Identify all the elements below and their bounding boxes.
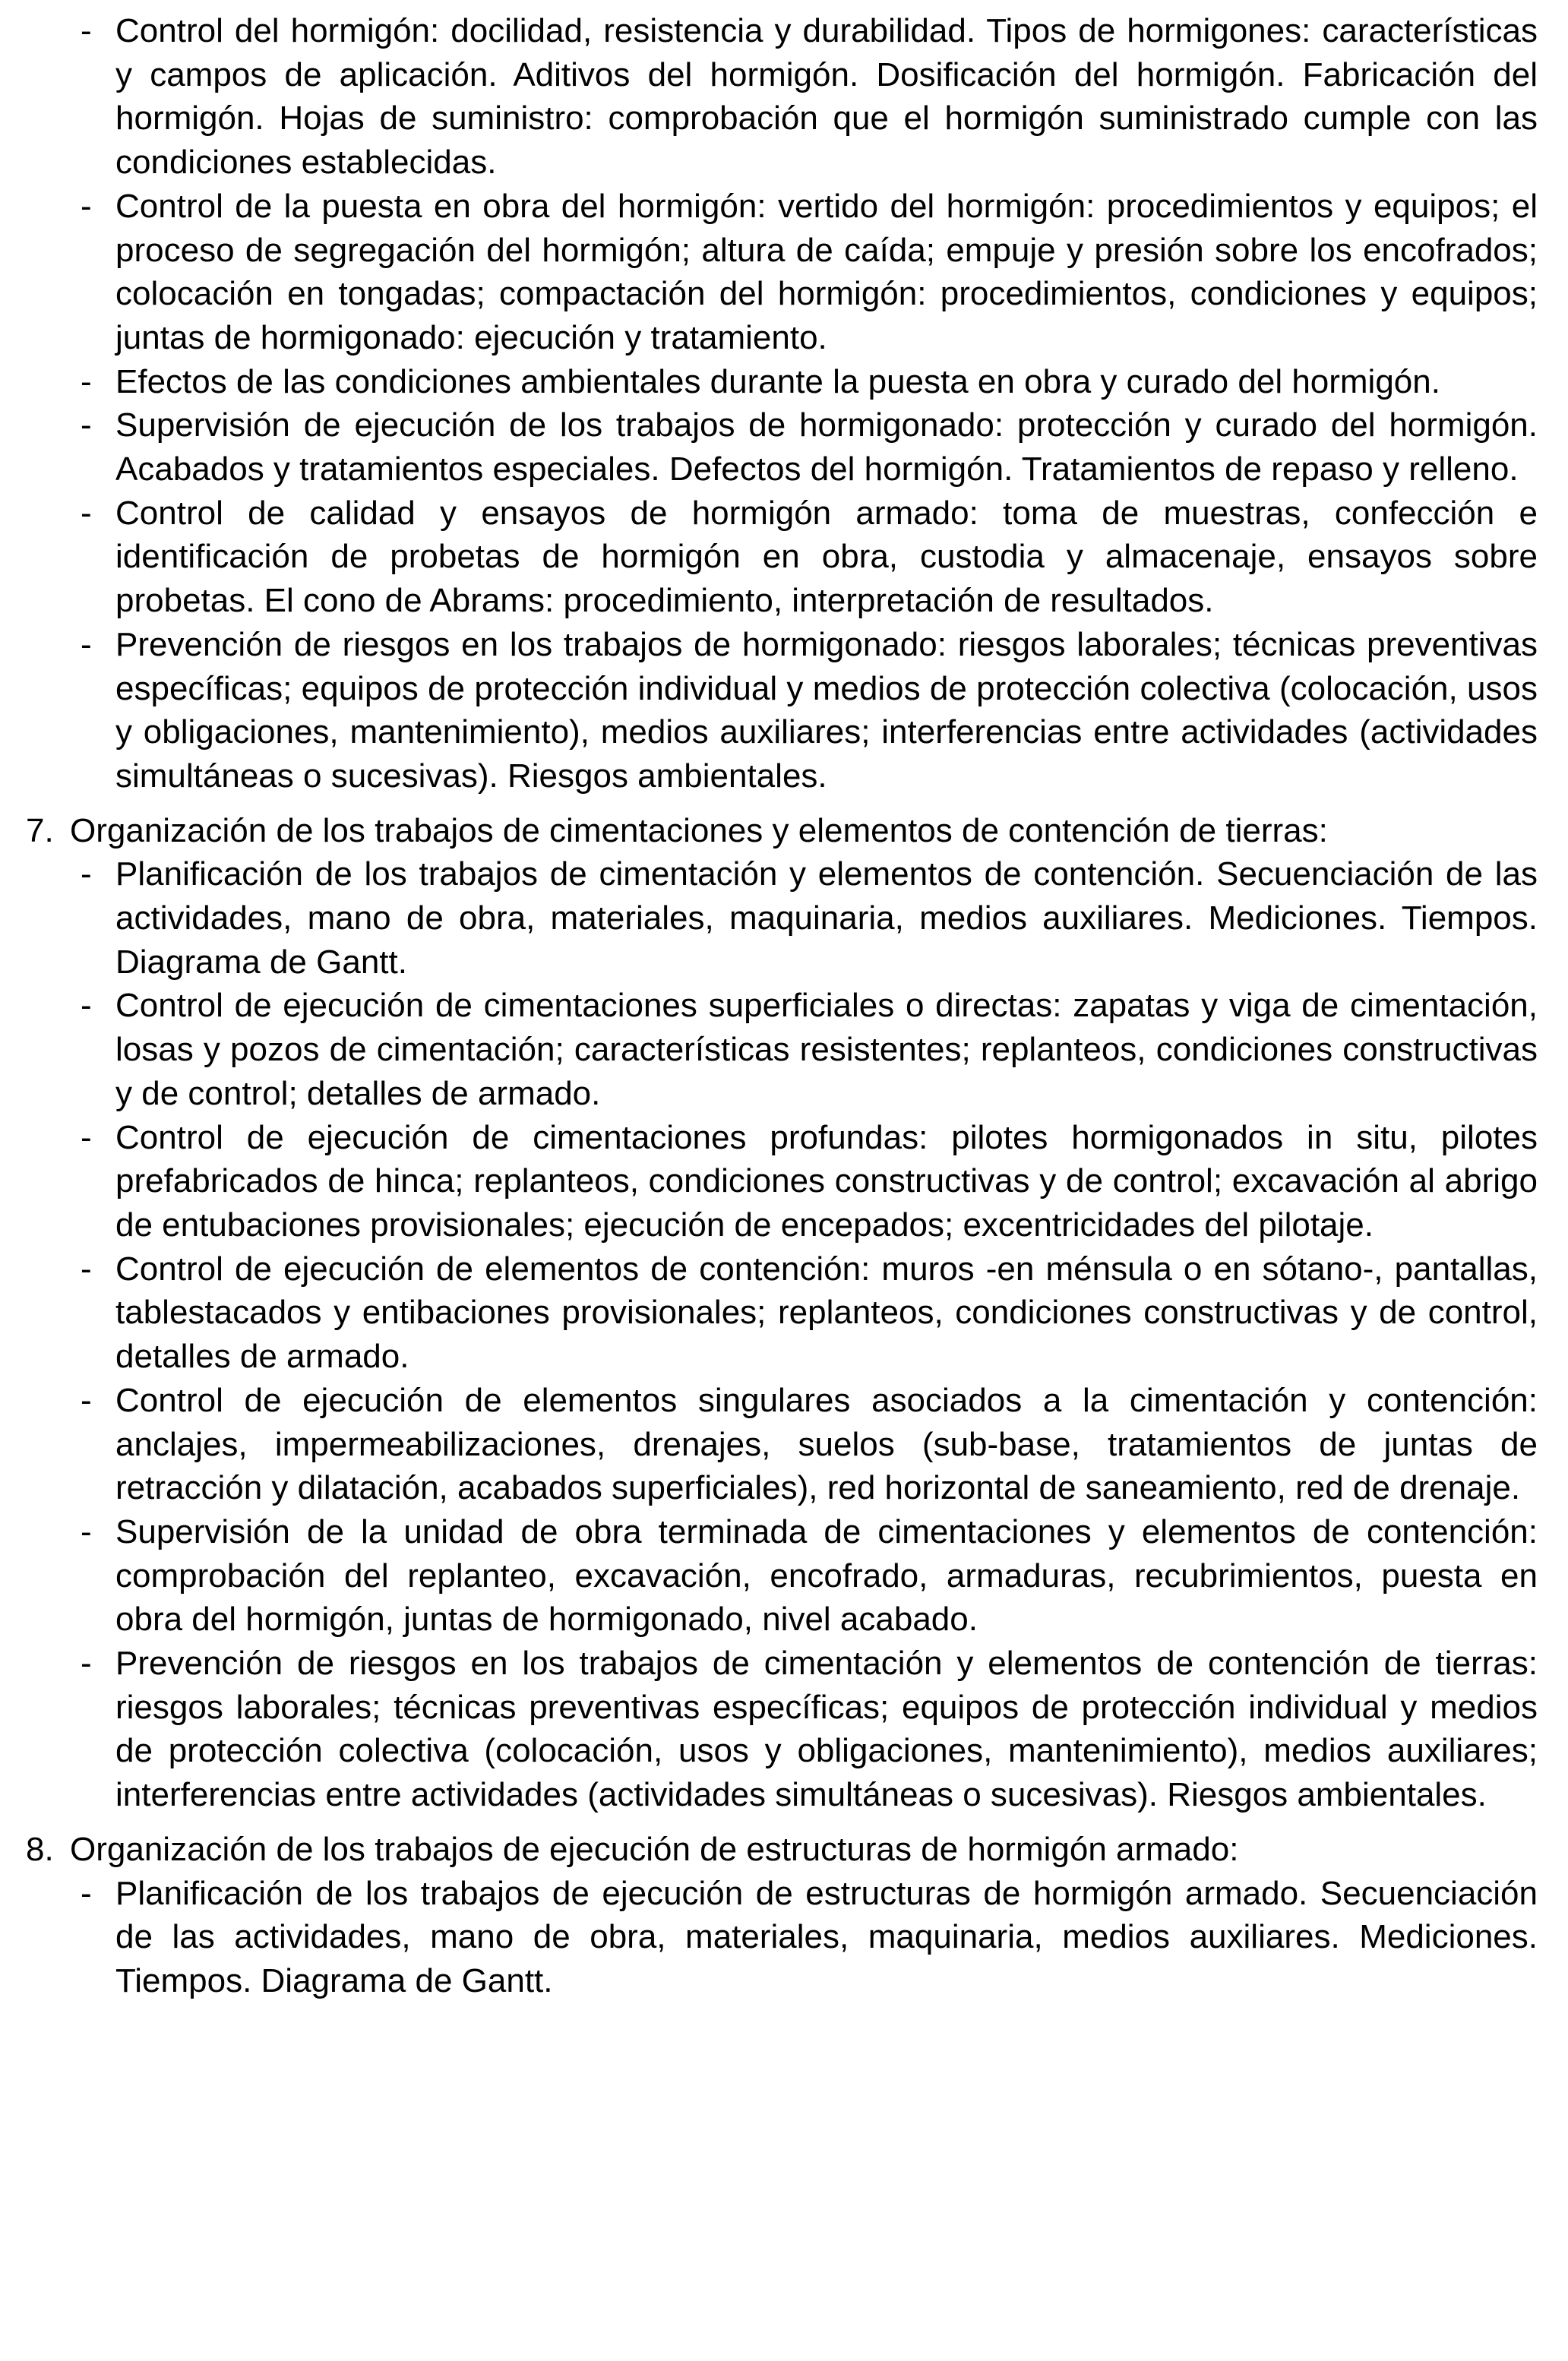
bullet-dash: - <box>81 362 92 400</box>
bullet-text: Efectos de las condiciones ambientales durante la puesta en obra y curado del hormigón. <box>115 362 1440 400</box>
bullet-text: Control de la puesta en obra del hormigón: vertido del hormigón: procedimientos y equipos; el proceso de segregación del hormigón; altura de caída; empuje y presión sobre los encofrados; colocación en tongadas; compactación del hormigón: procedimientos, condiciones y equipos; juntas de hormigonado: ejecución y tratamiento. <box>115 187 1538 356</box>
bullet-item <box>26 360 1538 404</box>
bullet-item <box>26 1642 1538 1817</box>
section-number: 8. <box>26 1830 54 1868</box>
section-number: 7. <box>26 811 54 849</box>
bullet-dash: - <box>81 1381 92 1419</box>
bullet-dash: - <box>81 1250 92 1288</box>
bullet-text: Supervisión de ejecución de los trabajos de hormigonado: protección y curado del hormigón. Acabados y tratamientos especiales. Defectos del hormigón. Tratamientos de repaso y relleno. <box>115 406 1538 488</box>
bullet-text: Control de ejecución de elementos de contención: muros -en ménsula o en sótano-, pantallas, tablestacados y entibaciones provisionales; replanteos, condiciones constructivas y de control, detalles de armado. <box>115 1250 1538 1376</box>
bullet-text: Control de calidad y ensayos de hormigón armado: toma de muestras, confección e identificación de probetas de hormigón en obra, custodia y almacenaje, ensayos sobre probetas. El cono de Abrams: procedimiento, interpretación de resultados. <box>115 494 1538 620</box>
bullet-text: Prevención de riesgos en los trabajos de hormigonado: riesgos laborales; técnicas preventivas específicas; equipos de protección individual y medios de protección colectiva (colocación, usos y obligaciones, mantenimiento), medios auxiliares; interferencias entre actividades (actividades simultáneas o sucesivas). Riesgos ambientales. <box>115 625 1538 795</box>
bullet-dash: - <box>81 1874 92 1912</box>
intro-bullet-list <box>26 9 1538 798</box>
bullet-item <box>26 984 1538 1115</box>
bullet-item <box>26 1379 1538 1510</box>
bullet-dash: - <box>81 625 92 663</box>
section-7 <box>26 809 1538 1817</box>
bullet-dash: - <box>81 187 92 225</box>
bullet-dash: - <box>81 1645 92 1683</box>
section-bullet-list <box>26 1872 1538 2003</box>
bullet-dash: - <box>81 855 92 893</box>
bullet-dash: - <box>81 494 92 532</box>
bullet-item <box>26 1116 1538 1247</box>
bullet-item <box>26 852 1538 984</box>
bullet-dash: - <box>81 1118 92 1156</box>
bullet-text: Planificación de los trabajos de ejecución de estructuras de hormigón armado. Secuenciación de las actividades, mano de obra, materiales, maquinaria, medios auxiliares. Mediciones. Tiempos. Diagrama de Gantt. <box>115 1874 1538 1999</box>
bullet-text: Control de ejecución de cimentaciones superficiales o directas: zapatas y viga de cimentación, losas y pozos de cimentación; características resistentes; replanteos, condiciones constructivas y de control; detalles de armado. <box>115 987 1538 1112</box>
bullet-item <box>26 1510 1538 1642</box>
bullet-item <box>26 403 1538 491</box>
bullet-item <box>26 491 1538 623</box>
section-heading <box>26 809 1538 853</box>
bullet-dash: - <box>81 406 92 444</box>
bullet-item <box>26 623 1538 798</box>
bullet-text: Planificación de los trabajos de cimentación y elementos de contención. Secuenciación de las actividades, mano de obra, materiales, maquinaria, medios auxiliares. Mediciones. Tiempos. Diagrama de Gantt. <box>115 855 1538 981</box>
bullet-item <box>26 185 1538 360</box>
section-title: Organización de los trabajos de ejecución de estructuras de hormigón armado: <box>70 1830 1239 1868</box>
section-8 <box>26 1828 1538 2003</box>
bullet-item <box>26 1247 1538 1379</box>
section-heading <box>26 1828 1538 1872</box>
section-title: Organización de los trabajos de cimentaciones y elementos de contención de tierras: <box>70 811 1328 849</box>
bullet-dash: - <box>81 1512 92 1550</box>
bullet-text: Control de ejecución de elementos singulares asociados a la cimentación y contención: anclajes, impermeabilizaciones, drenajes, suelos (sub-base, tratamientos de juntas de retracción y dilatación, acabados superficiales), red horizontal de saneamiento, red de drenaje. <box>115 1381 1538 1507</box>
bullet-text: Control del hormigón: docilidad, resistencia y durabilidad. Tipos de hormigones: características y campos de aplicación. Aditivos del hormigón. Dosificación del hormigón. Fabricación del hormigón. Hojas de suministro: comprobación que el hormigón suministrado cumple con las condiciones establecidas. <box>115 12 1538 182</box>
bullet-dash: - <box>81 987 92 1025</box>
bullet-text: Supervisión de la unidad de obra terminada de cimentaciones y elementos de contención: comprobación del replanteo, excavación, encofrado, armaduras, recubrimientos, puesta en obra del hormigón, juntas de hormigonado, nivel acabado. <box>115 1512 1538 1639</box>
section-bullet-list <box>26 852 1538 1816</box>
bullet-item <box>26 1872 1538 2003</box>
bullet-item <box>26 9 1538 185</box>
bullet-dash: - <box>81 12 92 49</box>
bullet-text: Prevención de riesgos en los trabajos de cimentación y elementos de contención de tierras: riesgos laborales; técnicas preventivas específicas; equipos de protección individual y medios de protección colectiva (colocación, usos y obligaciones, mantenimiento), medios auxiliares; interferencias entre actividades (actividades simultáneas o sucesivas). Riesgos ambientales. <box>115 1645 1538 1814</box>
bullet-text: Control de ejecución de cimentaciones profundas: pilotes hormigonados in situ, pilotes prefabricados de hinca; replanteos, condiciones constructivas y de control; excavación al abrigo de entubaciones provisionales; ejecución de encepados; excentricidades del pilotaje. <box>115 1118 1538 1244</box>
